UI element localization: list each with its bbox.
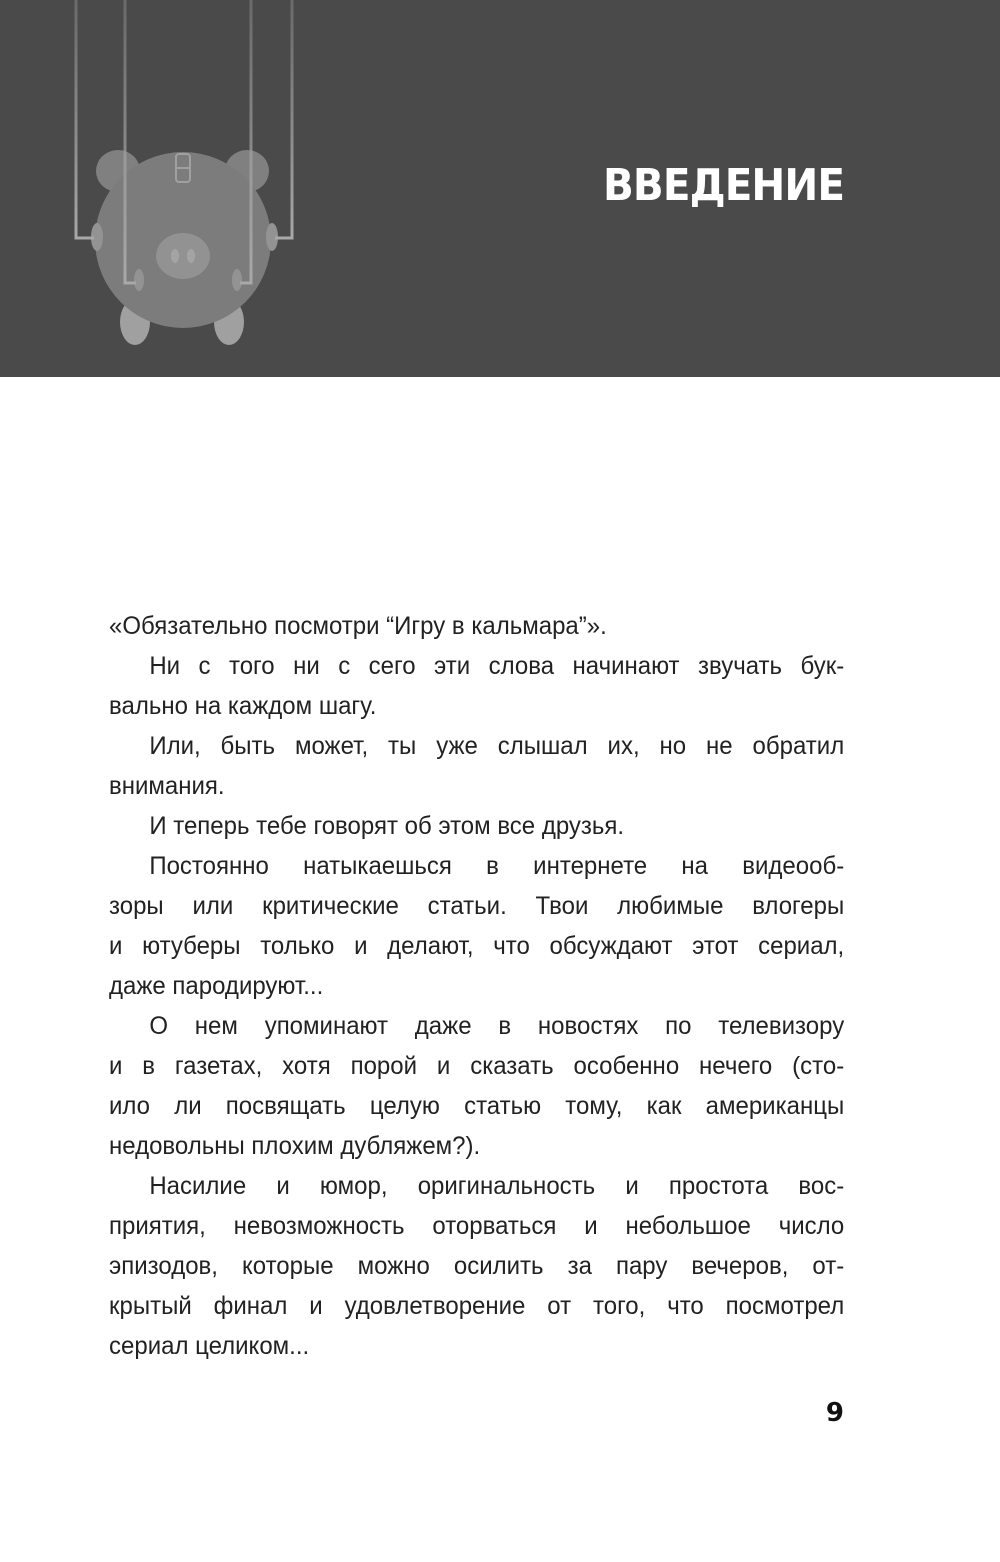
text-line: О нем упоминают даже в новостях по телевизору (149, 1012, 845, 1040)
text-line: даже пародируют... (109, 972, 324, 1000)
chapter-title: ВВЕДЕНИЕ (602, 160, 844, 211)
text-line: и в газетах, хотя порой и сказать особенно нечего (сто- (109, 1052, 845, 1080)
text-line: «Обязательно посмотри “Игру в кальмара”». (109, 612, 607, 640)
text-line: Ни с того ни с сего эти слова начинают звучать бук- (149, 652, 845, 680)
text-line: недовольны плохим дубляжем?). (109, 1132, 481, 1160)
text-line: внимания. (109, 772, 225, 800)
text-line: крытый финал и удовлетворение от того, что посмотрел (109, 1292, 845, 1320)
body-text (109, 606, 844, 1366)
text-line: Постоянно натыкаешься в интернете на видеооб- (149, 852, 845, 880)
page-number: 9 (825, 1398, 844, 1428)
text-line: вально на каждом шагу. (109, 692, 377, 720)
text-line: приятия, невозможность оторваться и небольшое число (109, 1212, 845, 1240)
text-line: И теперь тебе говорят об этом все друзья. (149, 812, 625, 840)
text-line: Насилие и юмор, оригинальность и простота вос- (149, 1172, 845, 1200)
text-line: зоры или критические статьи. Твои любимые влогеры (109, 892, 845, 920)
text-line: Или, быть может, ты уже слышал их, но не обратил (149, 732, 845, 760)
text-line: ило ли посвящать целую статью тому, как американцы (109, 1092, 845, 1120)
text-line: и ютуберы только и делают, что обсуждают этот сериал, (109, 932, 845, 960)
chapter-header-band (0, 0, 1000, 377)
pig-marionette-icon (0, 0, 350, 377)
text-line: сериал целиком... (109, 1332, 310, 1360)
text-line: эпизодов, которые можно осилить за пару вечеров, от- (109, 1252, 845, 1280)
